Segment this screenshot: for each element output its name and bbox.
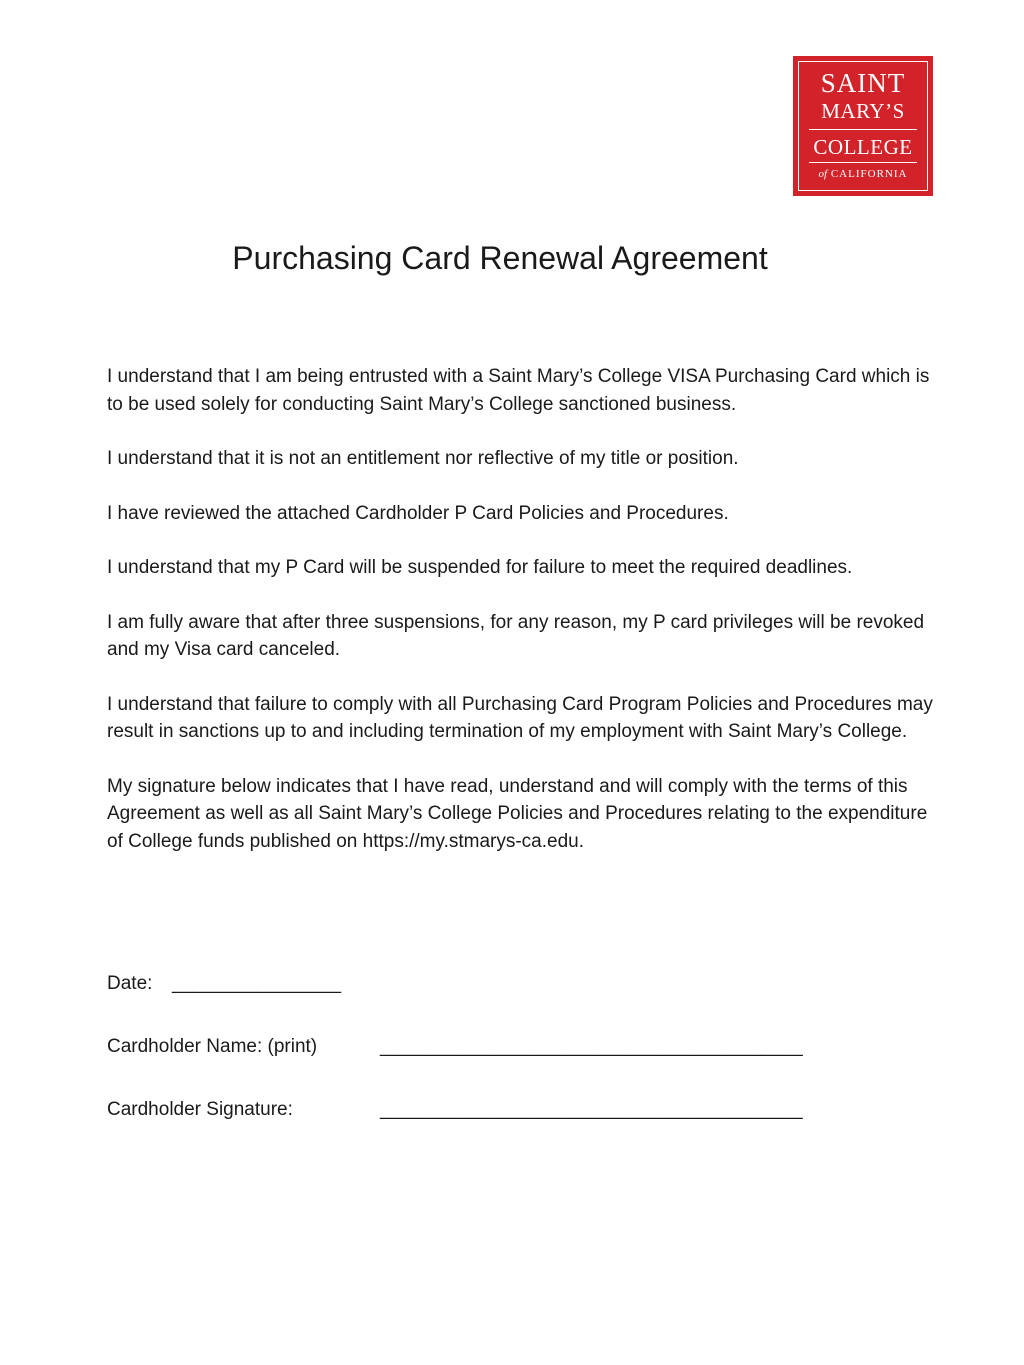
cardholder-signature-blank-line[interactable]: ________________________________________	[380, 1099, 803, 1120]
logo-of: of	[818, 168, 828, 180]
agreement-paragraph: I have reviewed the attached Cardholder P Card Policies and Procedures.	[107, 502, 729, 524]
agreement-paragraph: I understand that it is not an entitlement nor reflective of my title or position.	[107, 448, 739, 469]
signature-form	[107, 970, 907, 1123]
logo-line-saint: SAINT	[820, 68, 906, 98]
date-blank-line[interactable]: ________________	[172, 973, 342, 994]
cardholder-name-row	[107, 1033, 907, 1060]
logo-line-college: COLLEGE	[813, 135, 913, 159]
agreement-paragraph: I understand that failure to comply with all Purchasing Card Program Policies and Procedures may result in sanctions up to and including termination of my employment with Saint Mary’s College.	[107, 693, 933, 742]
agreement-paragraph: I am fully aware that after three suspensions, for any reason, my P card privileges will be revoked and my Visa card canceled.	[107, 611, 925, 660]
logo-line-marys: MARY’S	[821, 99, 905, 123]
agreement-paragraph: I understand that my P Card will be suspended for failure to meet the required deadlines.	[107, 557, 853, 578]
agreement-paragraph: My signature below indicates that I have read, understand and will comply with the terms of this Agreement as well as all Saint Mary’s College Policies and Procedures relating to the expenditure of College funds published on https://my.stmarys-ca.edu.	[107, 775, 928, 852]
date-row	[107, 970, 907, 997]
logo-divider	[809, 129, 917, 130]
agreement-paragraph: I understand that I am being entrusted with a Saint Mary’s College VISA Purchasing Card which is to be used solely for conducting Saint Mary’s College sanctioned business.	[107, 366, 930, 415]
logo-california: CALIFORNIA	[830, 168, 908, 180]
cardholder-signature-row	[107, 1096, 907, 1123]
logo-frame	[798, 61, 928, 191]
college-logo	[793, 56, 933, 196]
date-label: Date:	[107, 973, 153, 994]
agreement-body	[107, 363, 947, 882]
cardholder-name-label: Cardholder Name: (print)	[107, 1036, 318, 1057]
logo-divider	[809, 162, 917, 163]
cardholder-name-blank-line[interactable]: ________________________________________	[380, 1036, 803, 1057]
cardholder-signature-label: Cardholder Signature:	[107, 1099, 293, 1120]
logo-line-california	[799, 169, 927, 180]
document-title: Purchasing Card Renewal Agreement	[232, 240, 768, 276]
